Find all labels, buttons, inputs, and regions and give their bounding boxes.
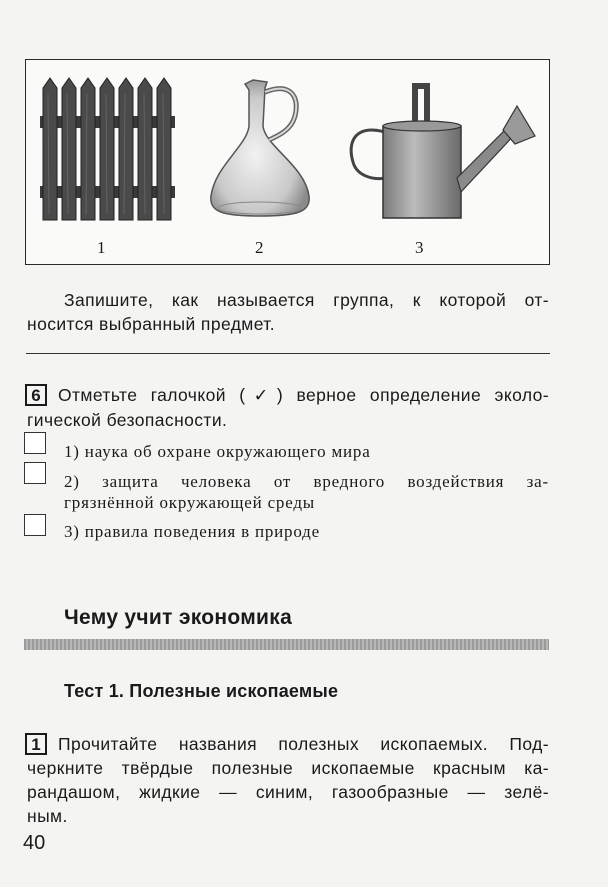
task6-line-2: гической безопасности. — [27, 410, 228, 430]
option-1-text: 1) наука об охране окружающего мира — [64, 442, 371, 461]
prompt-line-1: Запишите, как называется группа, к которой от- — [64, 290, 549, 310]
task1-line-1: Прочитайте названия полезных ископаемых. Под- — [58, 734, 549, 754]
page-number: 40 — [23, 832, 46, 854]
figure-number-3: 3 — [415, 238, 424, 257]
test-title: Тест 1. Полезные ископаемые — [64, 681, 339, 701]
option-checkbox-2[interactable] — [24, 462, 46, 484]
figure-number-1: 1 — [97, 238, 106, 257]
task-number-badge: 1 — [25, 733, 47, 755]
watering-can-icon[interactable] — [345, 82, 540, 222]
task-number-badge: 6 — [25, 384, 47, 406]
task1-line-3: рандашом, жидкие — синим, газообразные — зелё- — [27, 782, 549, 802]
section-title: Чему учит экономика — [64, 606, 293, 629]
section-divider — [24, 639, 549, 650]
figure-number-2: 2 — [255, 238, 264, 257]
option-2-text-line-2: грязнённой окружающей среды — [64, 493, 316, 512]
answer-line[interactable] — [26, 353, 550, 354]
task1-line-4: ным. — [27, 806, 68, 826]
prompt-line-2: носится выбранный предмет. — [27, 314, 276, 334]
option-checkbox-1[interactable] — [24, 432, 46, 454]
glass-jug-icon[interactable] — [205, 76, 315, 222]
option-2-text-line-1: 2) защита человека от вредного воздействия за- — [64, 472, 549, 491]
option-checkbox-3[interactable] — [24, 514, 46, 536]
fence-icon[interactable] — [40, 74, 175, 222]
option-3-text: 3) правила поведения в природе — [64, 522, 320, 541]
task1-line-2: черкните твёрдые полезные ископаемые красным ка- — [27, 758, 549, 778]
task6-line-1: Отметьте галочкой (✓) верное определение эколо- — [58, 385, 549, 405]
